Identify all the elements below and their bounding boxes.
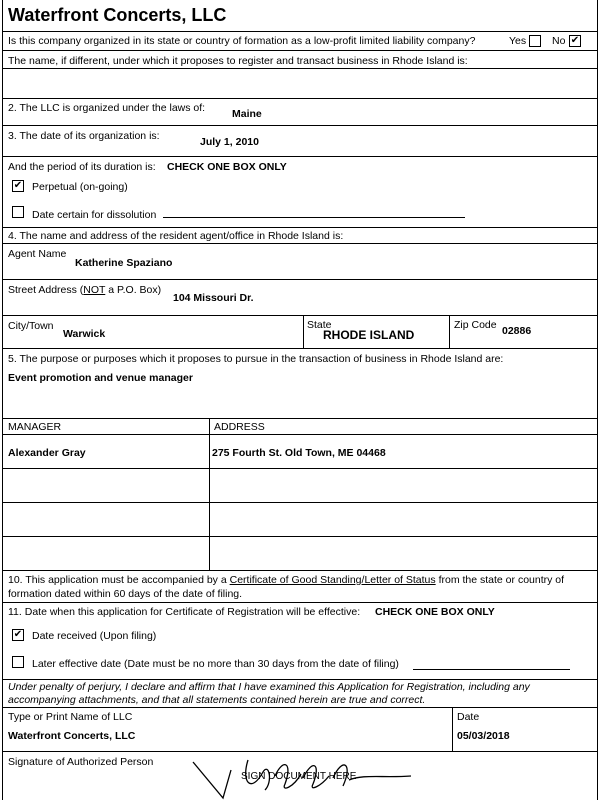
city-state-divider [303,316,304,349]
purpose-row [3,349,597,419]
yes-checkbox[interactable] [529,35,541,47]
street-label: Street Address (NOT a P.O. Box) [8,284,162,296]
agent-name-label: Agent Name [8,248,67,260]
zip-value: 02886 [502,325,532,337]
date-certain-label: Date certain for dissolution [32,209,157,221]
handwritten-signature-icon [153,752,413,800]
company-title: Waterfront Concerts, LLC [8,5,227,25]
managers-col-divider [209,503,210,537]
certificate-row [3,571,597,603]
laws-label: 2. The LLC is organized under the laws of: [8,102,206,114]
registration-form [2,0,598,800]
table-row [3,537,597,571]
date-certain-blank[interactable] [163,217,465,218]
org-date-row [3,126,597,157]
managers-header-address: ADDRESS [214,421,265,433]
name-ri-row [3,51,597,99]
duration-label: And the period of its duration is: [8,161,156,173]
agent-heading-label: 4. The name and address of the resident agent/office in Rhode Island is: [8,230,344,242]
agent-name-value: Katherine Spaziano [75,257,173,269]
no-checkbox[interactable]: ✔ [570,35,580,46]
org-date-label: 3. The date of its organization is: [8,130,160,142]
manager-name: Alexander Gray [8,447,86,459]
low-profit-question: Is this company organized in its state or country of formation as a low-profit limited liability company? [8,35,476,47]
managers-col-divider [209,469,210,503]
date-received-checkbox[interactable]: ✔ [13,629,23,640]
purpose-label: 5. The purpose or purposes which it proposes to pursue in the transaction of business in Rhode Island are: [8,353,504,365]
zip-label: Zip Code [454,319,497,331]
print-name-value: Waterfront Concerts, LLC [8,730,136,742]
perpetual-checkbox[interactable]: ✔ [13,180,23,191]
state-label: State [307,319,332,331]
print-name-row [3,708,597,752]
managers-col-divider [209,537,210,571]
perjury-line1: Under penalty of perjury, I declare and affirm that I have examined this Application for Registration, including any [8,681,530,693]
agent-name-row [3,244,597,280]
laws-value: Maine [232,108,262,120]
date-certain-checkbox[interactable] [12,206,24,218]
table-row [3,503,597,537]
state-zip-divider [449,316,450,349]
later-date-checkbox[interactable] [12,656,24,668]
effective-row [3,603,597,680]
perpetual-label: Perpetual (on-going) [32,181,128,193]
effective-label: 11. Date when this application for Certificate of Registration will be effective: [8,606,361,618]
state-value: RHODE ISLAND [323,328,415,342]
street-value: 104 Missouri Dr. [173,292,254,304]
managers-header-row [3,419,597,435]
signature-label: Signature of Authorized Person [8,756,154,768]
date-value: 05/03/2018 [457,730,510,742]
table-row [3,469,597,503]
name-date-divider [452,708,453,752]
duration-check-instruction: CHECK ONE BOX ONLY [167,161,287,173]
agent-heading-row [3,228,597,244]
signature-stamp: SIGN DOCUMENT HERE [241,771,357,782]
city-state-zip-row [3,316,597,349]
signature-row [3,752,597,800]
managers-col-divider [209,435,210,469]
title-row [3,0,597,32]
purpose-value: Event promotion and venue manager [8,372,193,384]
print-name-label: Type or Print Name of LLC [8,711,133,723]
perjury-line2: accompanying attachments, and that all statements contained herein are true and correct. [8,694,426,706]
later-date-blank[interactable] [413,669,570,670]
manager-address: 275 Fourth St. Old Town, ME 04468 [212,447,386,459]
yes-label: Yes [509,35,527,47]
effective-check-instruction: CHECK ONE BOX ONLY [375,606,495,618]
city-value: Warwick [63,328,106,340]
org-date-value: July 1, 2010 [200,136,259,148]
street-row [3,280,597,316]
date-received-label: Date received (Upon filing) [32,630,157,642]
table-row [3,435,597,469]
laws-row [3,99,597,126]
certificate-line2: formation dated within 60 days of the date of filing. [8,588,243,600]
name-ri-divider [3,68,597,69]
name-ri-label: The name, if different, under which it proposes to register and transact business in Rhode Island is: [8,55,468,67]
duration-row [3,157,597,228]
date-label: Date [457,711,480,723]
later-date-label: Later effective date (Date must be no more than 30 days from the date of filing) [32,658,399,670]
low-profit-row [3,32,597,51]
managers-col-divider [209,419,210,435]
no-label: No [552,35,566,47]
perjury-row [3,680,597,708]
certificate-link[interactable]: Certificate of Good Standing/Letter of Status [229,574,436,586]
certificate-line1: 10. This application must be accompanied by a Certificate of Good Standing/Letter of Status from the state or country of [8,574,565,586]
city-label: City/Town [8,320,54,332]
managers-header-manager: MANAGER [8,421,62,433]
